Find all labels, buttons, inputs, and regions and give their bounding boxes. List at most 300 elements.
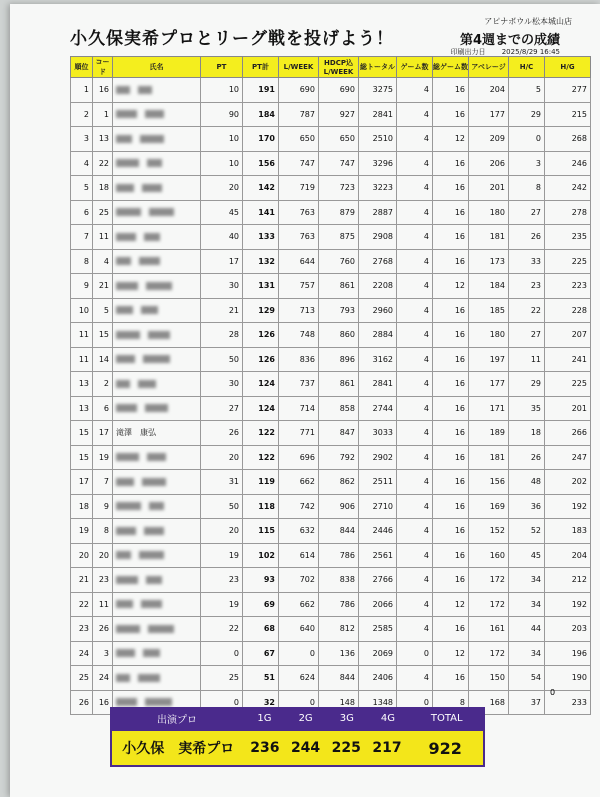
player-name-cell [113, 176, 201, 201]
total-cell: 2710 [359, 494, 397, 519]
pt_total-cell: 122 [243, 421, 279, 446]
total_games-cell: 16 [433, 249, 469, 274]
table-row [71, 666, 591, 691]
total_games-cell: 16 [433, 347, 469, 372]
table-row [71, 347, 591, 372]
pro-g1-label: 1G [257, 712, 272, 724]
pt-cell: 27 [201, 396, 243, 421]
pt-cell: 30 [201, 372, 243, 397]
total-cell: 2406 [359, 666, 397, 691]
total_games-cell: 16 [433, 176, 469, 201]
games-cell: 4 [397, 102, 433, 127]
total-cell: 2887 [359, 200, 397, 225]
rank-cell: 22 [71, 592, 93, 617]
hg-cell: 204 [545, 543, 591, 568]
pt_total-cell: 67 [243, 641, 279, 666]
hg-cell: 212 [545, 568, 591, 593]
lweek-cell: 771 [279, 421, 319, 446]
total-cell: 2511 [359, 470, 397, 495]
rank-cell: 13 [71, 372, 93, 397]
rank-cell: 6 [71, 200, 93, 225]
total-cell: 2884 [359, 323, 397, 348]
table-row [71, 445, 591, 470]
games-cell: 4 [397, 298, 433, 323]
games-cell: 4 [397, 249, 433, 274]
hg-cell: 277 [545, 78, 591, 103]
pt-cell: 50 [201, 347, 243, 372]
hc-cell: 11 [509, 347, 545, 372]
pt_total-cell: 32 [243, 690, 279, 715]
lweek-cell: 713 [279, 298, 319, 323]
hdcp-cell: 747 [319, 151, 359, 176]
player-name-cell [113, 127, 201, 152]
hdcp-cell: 861 [319, 372, 359, 397]
games-cell: 4 [397, 421, 433, 446]
lweek-cell: 696 [279, 445, 319, 470]
redacted-name [116, 282, 138, 290]
hc-cell: 34 [509, 592, 545, 617]
lweek-cell: 742 [279, 494, 319, 519]
code-cell: 11 [93, 225, 113, 250]
hdcp-cell: 847 [319, 421, 359, 446]
hg-cell: 225 [545, 372, 591, 397]
pt_total-cell: 156 [243, 151, 279, 176]
player-name-cell [113, 200, 201, 225]
redacted-name [116, 404, 137, 412]
redacted-name [116, 649, 135, 657]
avg-cell: 171 [469, 396, 509, 421]
table-row [71, 127, 591, 152]
total-cell: 2768 [359, 249, 397, 274]
player-name-cell [113, 274, 201, 299]
redacted-name [149, 208, 174, 216]
lweek-cell: 748 [279, 323, 319, 348]
redacted-name [138, 380, 156, 388]
code-cell: 26 [93, 617, 113, 642]
hdcp-cell: 844 [319, 519, 359, 544]
rank-cell: 15 [71, 421, 93, 446]
table-body [71, 78, 591, 715]
total-cell: 2744 [359, 396, 397, 421]
hc-cell: 44 [509, 617, 545, 642]
column-header: 総ゲーム数 [433, 57, 469, 78]
code-cell: 8 [93, 519, 113, 544]
column-header: アベレージ [469, 57, 509, 78]
pt_total-cell: 51 [243, 666, 279, 691]
redacted-name [116, 674, 130, 682]
rank-cell: 1 [71, 78, 93, 103]
table-row [71, 200, 591, 225]
avg-cell: 206 [469, 151, 509, 176]
avg-cell: 173 [469, 249, 509, 274]
redacted-name [116, 478, 134, 486]
hc-cell: 54 [509, 666, 545, 691]
avg-cell: 172 [469, 592, 509, 617]
total-cell: 3162 [359, 347, 397, 372]
avg-cell: 181 [469, 225, 509, 250]
lweek-cell: 747 [279, 151, 319, 176]
games-cell: 0 [397, 641, 433, 666]
code-cell: 4 [93, 249, 113, 274]
avg-cell: 160 [469, 543, 509, 568]
rank-cell: 24 [71, 641, 93, 666]
redacted-name [143, 355, 170, 363]
hdcp-cell: 927 [319, 102, 359, 127]
total_games-cell: 16 [433, 78, 469, 103]
table-row [71, 151, 591, 176]
avg-cell: 172 [469, 568, 509, 593]
total-cell: 2908 [359, 225, 397, 250]
redacted-name [116, 306, 133, 314]
player-name-cell [113, 249, 201, 274]
hc-cell: 5 [509, 78, 545, 103]
pt_total-cell: 132 [243, 249, 279, 274]
avg-cell: 201 [469, 176, 509, 201]
total_games-cell: 16 [433, 568, 469, 593]
rank-cell: 17 [71, 470, 93, 495]
avg-cell: 189 [469, 421, 509, 446]
hc-cell: 23 [509, 274, 545, 299]
code-cell: 21 [93, 274, 113, 299]
total_games-cell: 16 [433, 323, 469, 348]
pt-cell: 19 [201, 543, 243, 568]
pt-cell: 45 [201, 200, 243, 225]
games-cell: 4 [397, 323, 433, 348]
total-cell: 3296 [359, 151, 397, 176]
games-cell: 4 [397, 592, 433, 617]
column-header: ゲーム数 [397, 57, 433, 78]
hc-cell: 48 [509, 470, 545, 495]
total-cell: 3033 [359, 421, 397, 446]
hc-cell: 3 [509, 151, 545, 176]
hg-cell: 192 [545, 592, 591, 617]
hg-cell: 268 [545, 127, 591, 152]
avg-cell: 180 [469, 200, 509, 225]
redacted-name [116, 576, 138, 584]
games-cell: 0 [397, 690, 433, 715]
total_games-cell: 16 [433, 225, 469, 250]
hg-cell: 207 [545, 323, 591, 348]
pt_total-cell: 93 [243, 568, 279, 593]
pt-cell: 90 [201, 102, 243, 127]
redacted-name [116, 208, 141, 216]
redacted-name [147, 453, 166, 461]
hdcp-cell: 860 [319, 323, 359, 348]
pro-name: 小久保 実希プロ [122, 741, 235, 757]
footer-zero: 0 [550, 688, 556, 697]
games-cell: 4 [397, 78, 433, 103]
lweek-cell: 719 [279, 176, 319, 201]
games-cell: 4 [397, 200, 433, 225]
avg-cell: 177 [469, 102, 509, 127]
pt-cell: 10 [201, 127, 243, 152]
hc-cell: 18 [509, 421, 545, 446]
pt_total-cell: 122 [243, 445, 279, 470]
total-cell: 2069 [359, 641, 397, 666]
player-name-cell [113, 617, 201, 642]
avg-cell: 150 [469, 666, 509, 691]
pt-cell: 17 [201, 249, 243, 274]
hg-cell: 225 [545, 249, 591, 274]
pt_total-cell: 119 [243, 470, 279, 495]
redacted-name [116, 233, 136, 241]
pro-g4-label: 4G [380, 712, 395, 724]
table-row [71, 543, 591, 568]
hdcp-cell: 879 [319, 200, 359, 225]
hdcp-cell: 793 [319, 298, 359, 323]
hg-cell: 192 [545, 494, 591, 519]
table-row [71, 641, 591, 666]
hdcp-cell: 861 [319, 274, 359, 299]
hdcp-cell: 896 [319, 347, 359, 372]
table-row [71, 323, 591, 348]
rank-cell: 13 [71, 396, 93, 421]
redacted-name [116, 355, 135, 363]
redacted-name [116, 184, 134, 192]
total-cell: 3275 [359, 78, 397, 103]
pro-g4-score: 217 [372, 740, 402, 756]
pt-cell: 50 [201, 494, 243, 519]
redacted-name [116, 110, 137, 118]
redacted-name [142, 478, 166, 486]
total-cell: 2066 [359, 592, 397, 617]
lweek-cell: 714 [279, 396, 319, 421]
hg-cell: 235 [545, 225, 591, 250]
player-name-cell [113, 494, 201, 519]
total_games-cell: 16 [433, 617, 469, 642]
hdcp-cell: 792 [319, 445, 359, 470]
pt-cell: 0 [201, 641, 243, 666]
table-row [71, 494, 591, 519]
hc-cell: 45 [509, 543, 545, 568]
player-name-cell [113, 102, 201, 127]
total-cell: 3223 [359, 176, 397, 201]
pt_total-cell: 68 [243, 617, 279, 642]
column-header: 総トータル [359, 57, 397, 78]
redacted-name [141, 600, 162, 608]
column-header: 氏名 [113, 57, 201, 78]
player-name-cell [113, 568, 201, 593]
redacted-name [143, 649, 160, 657]
pt-cell: 28 [201, 323, 243, 348]
player-name-cell [113, 78, 201, 103]
lweek-cell: 757 [279, 274, 319, 299]
table-row [71, 225, 591, 250]
code-cell: 16 [93, 78, 113, 103]
avg-cell: 181 [469, 445, 509, 470]
column-header: L/WEEK [279, 57, 319, 78]
games-cell: 4 [397, 494, 433, 519]
pt-cell: 25 [201, 666, 243, 691]
lweek-cell: 0 [279, 641, 319, 666]
player-name-cell: 滝澤 康弘 [113, 421, 201, 446]
rank-cell: 18 [71, 494, 93, 519]
hc-cell: 29 [509, 102, 545, 127]
lweek-cell: 0 [279, 690, 319, 715]
total_games-cell: 12 [433, 127, 469, 152]
redacted-name [142, 184, 162, 192]
hg-cell: 242 [545, 176, 591, 201]
games-cell: 4 [397, 151, 433, 176]
hg-cell: 203 [545, 617, 591, 642]
lweek-cell: 650 [279, 127, 319, 152]
code-cell: 18 [93, 176, 113, 201]
redacted-name [148, 331, 170, 339]
pt_total-cell: 191 [243, 78, 279, 103]
redacted-name [148, 625, 174, 633]
hg-cell: 215 [545, 102, 591, 127]
avg-cell: 152 [469, 519, 509, 544]
redacted-name [149, 502, 164, 510]
column-header: H/G [545, 57, 591, 78]
rank-cell: 19 [71, 519, 93, 544]
games-cell: 4 [397, 225, 433, 250]
column-header: コード [93, 57, 113, 78]
player-name-cell [113, 372, 201, 397]
pro-total-label: TOTAL [430, 712, 463, 724]
rank-cell: 10 [71, 298, 93, 323]
avg-cell: 169 [469, 494, 509, 519]
hg-cell: 233 [545, 690, 591, 715]
redacted-name [141, 306, 158, 314]
player-name-cell [113, 470, 201, 495]
rank-cell: 2 [71, 102, 93, 127]
table-row [71, 568, 591, 593]
avg-cell: 172 [469, 641, 509, 666]
lweek-cell: 763 [279, 225, 319, 250]
total_games-cell: 16 [433, 102, 469, 127]
code-cell: 15 [93, 323, 113, 348]
hg-cell: 196 [545, 641, 591, 666]
printed-value: 2025/8/29 16:45 [501, 48, 560, 56]
table-row [71, 396, 591, 421]
table-row [71, 592, 591, 617]
pt_total-cell: 131 [243, 274, 279, 299]
pt-cell: 19 [201, 592, 243, 617]
pt-cell: 40 [201, 225, 243, 250]
rank-cell: 26 [71, 690, 93, 715]
pt-cell: 0 [201, 690, 243, 715]
pro-box-header [110, 707, 485, 729]
hg-cell: 190 [545, 666, 591, 691]
player-name-cell [113, 323, 201, 348]
code-cell: 6 [93, 396, 113, 421]
redacted-name [116, 86, 130, 94]
total_games-cell: 16 [433, 200, 469, 225]
hg-cell: 201 [545, 396, 591, 421]
pt-cell: 31 [201, 470, 243, 495]
avg-cell: 177 [469, 372, 509, 397]
redacted-name [146, 576, 162, 584]
redacted-name [147, 159, 162, 167]
pro-g2-label: 2G [298, 712, 313, 724]
hdcp-cell: 723 [319, 176, 359, 201]
redacted-name [116, 625, 140, 633]
hc-cell: 8 [509, 176, 545, 201]
games-cell: 4 [397, 445, 433, 470]
hc-cell: 37 [509, 690, 545, 715]
printed-label: 印刷出力日 [450, 48, 486, 56]
total-cell: 2960 [359, 298, 397, 323]
pt_total-cell: 115 [243, 519, 279, 544]
lweek-cell: 614 [279, 543, 319, 568]
pt_total-cell: 170 [243, 127, 279, 152]
lweek-cell: 632 [279, 519, 319, 544]
pt-cell: 10 [201, 78, 243, 103]
rank-cell: 20 [71, 543, 93, 568]
rank-cell: 7 [71, 225, 93, 250]
player-name-cell [113, 592, 201, 617]
table-row [71, 421, 591, 446]
hdcp-cell: 875 [319, 225, 359, 250]
redacted-name [116, 698, 137, 706]
pt_total-cell: 124 [243, 372, 279, 397]
total_games-cell: 16 [433, 519, 469, 544]
lweek-cell: 737 [279, 372, 319, 397]
hdcp-cell: 690 [319, 78, 359, 103]
code-cell: 25 [93, 200, 113, 225]
redacted-name [139, 551, 164, 559]
rank-cell: 8 [71, 249, 93, 274]
pro-g1-score: 236 [250, 740, 280, 756]
lweek-cell: 836 [279, 347, 319, 372]
hg-cell: 223 [545, 274, 591, 299]
total-cell: 1348 [359, 690, 397, 715]
redacted-name [116, 502, 141, 510]
pt_total-cell: 133 [243, 225, 279, 250]
score-sheet [10, 4, 600, 797]
redacted-name [145, 110, 164, 118]
total_games-cell: 12 [433, 592, 469, 617]
code-cell: 5 [93, 298, 113, 323]
player-name-cell [113, 151, 201, 176]
hc-cell: 27 [509, 200, 545, 225]
pt_total-cell: 141 [243, 200, 279, 225]
hc-cell: 34 [509, 568, 545, 593]
rank-cell: 11 [71, 323, 93, 348]
avg-cell: 209 [469, 127, 509, 152]
hc-cell: 36 [509, 494, 545, 519]
column-header: PT計 [243, 57, 279, 78]
lweek-cell: 640 [279, 617, 319, 642]
total-cell: 2208 [359, 274, 397, 299]
player-name-cell [113, 519, 201, 544]
hdcp-cell: 760 [319, 249, 359, 274]
redacted-name [138, 674, 160, 682]
avg-cell: 180 [469, 323, 509, 348]
player-name-cell [113, 641, 201, 666]
avg-cell: 184 [469, 274, 509, 299]
total_games-cell: 16 [433, 396, 469, 421]
hc-cell: 22 [509, 298, 545, 323]
rank-cell: 23 [71, 617, 93, 642]
page-title: 小久保実希プロとリーグ戦を投げよう！ [70, 29, 394, 49]
code-cell: 3 [93, 641, 113, 666]
total_games-cell: 16 [433, 666, 469, 691]
games-cell: 4 [397, 372, 433, 397]
avg-cell: 161 [469, 617, 509, 642]
pro-g2-score: 244 [290, 740, 321, 756]
hg-cell: 241 [545, 347, 591, 372]
hdcp-cell: 844 [319, 666, 359, 691]
rank-cell: 4 [71, 151, 93, 176]
code-cell: 22 [93, 151, 113, 176]
pt_total-cell: 129 [243, 298, 279, 323]
player-name-cell [113, 666, 201, 691]
games-cell: 4 [397, 176, 433, 201]
games-cell: 4 [397, 274, 433, 299]
code-cell: 7 [93, 470, 113, 495]
